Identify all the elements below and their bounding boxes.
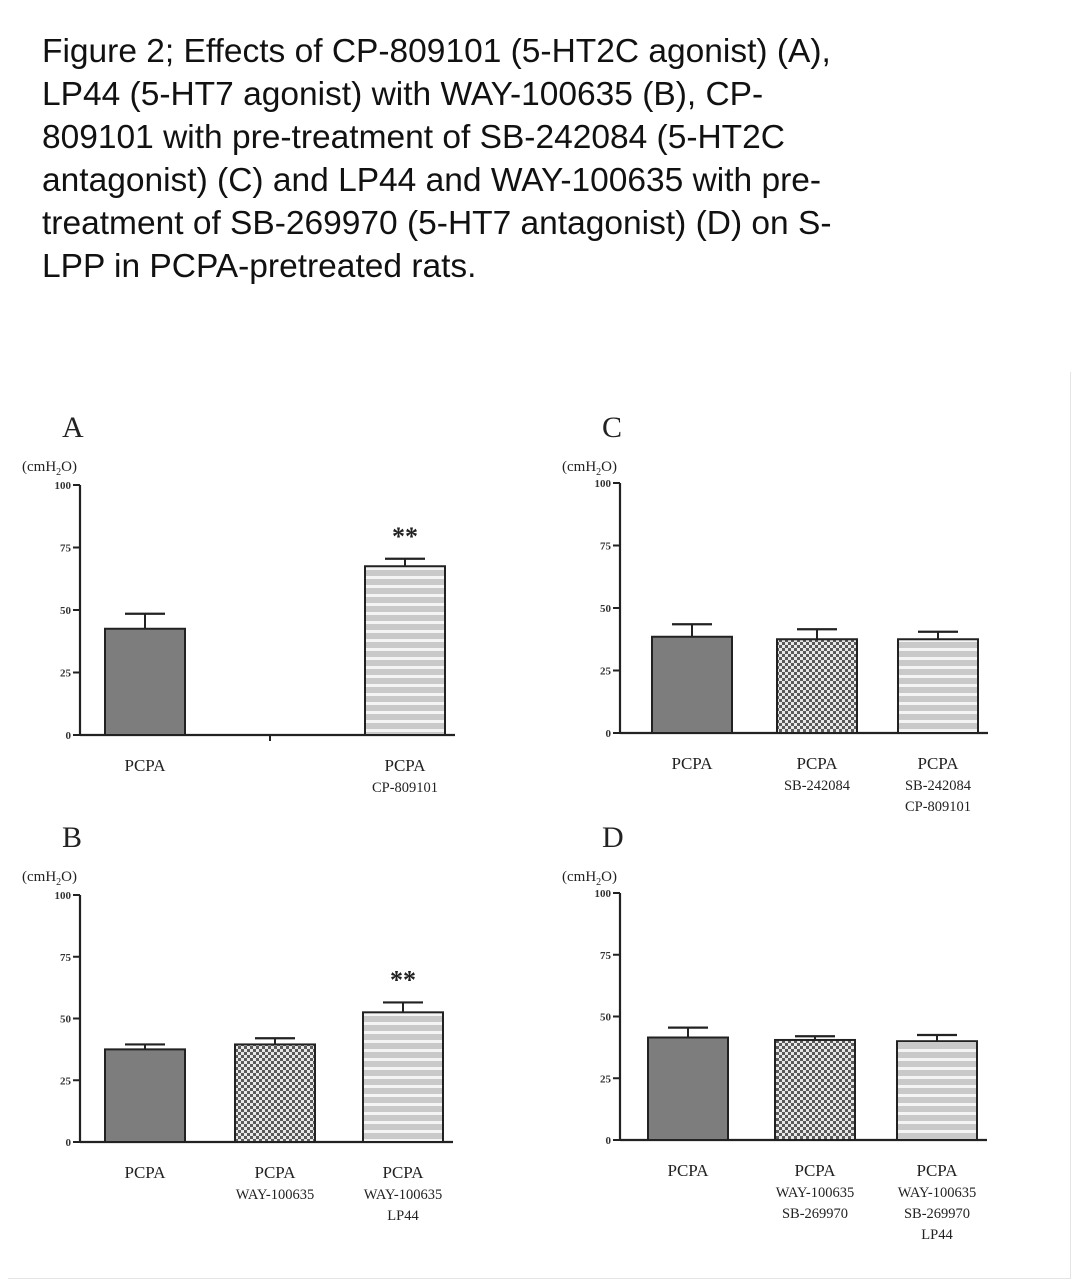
y-tick-label: 0: [65, 1137, 71, 1149]
x-tick-label: PCPA: [667, 1161, 709, 1180]
y-tick-label: 25: [60, 1075, 71, 1088]
y-tick-label: 25: [600, 665, 611, 678]
y-tick-label: 25: [600, 1073, 611, 1086]
x-tick-label: PCPA: [917, 754, 959, 773]
y-axis-label: (cmH$_2$O): [562, 869, 617, 888]
y-tick-label: 0: [65, 730, 71, 742]
x-tick-label: PCPA: [794, 1161, 836, 1180]
y-tick-label: 75: [600, 540, 611, 553]
x-tick-label: LP44: [921, 1227, 953, 1243]
x-tick-label: SB-269970: [903, 1206, 971, 1222]
significance-label: **: [390, 965, 416, 995]
panel-letter: A: [62, 411, 84, 444]
y-axis-label: (cmH$_2$O): [22, 459, 77, 478]
x-tick-label: WAY-100635: [363, 1187, 443, 1203]
x-tick-label: PCPA: [254, 1163, 296, 1182]
y-tick-label: 50: [600, 1011, 611, 1024]
y-tick-label: 50: [60, 1013, 71, 1026]
x-tick-label: CP-809101: [904, 799, 972, 815]
y-tick-label: 100: [54, 890, 71, 902]
x-tick-label: WAY-100635: [235, 1187, 315, 1203]
x-tick-label: PCPA: [382, 1163, 424, 1182]
x-tick-label: SB-242084: [904, 778, 972, 794]
chart-panel-b: [10, 815, 510, 1245]
bar: [365, 566, 445, 735]
x-tick-label: PCPA: [124, 1163, 166, 1182]
y-tick-label: 75: [60, 542, 71, 555]
x-tick-label: PCPA: [671, 754, 713, 773]
y-axis-label: (cmH$_2$O): [562, 459, 617, 478]
figure-caption: Figure 2; Effects of CP-809101 (5-HT2C agonist) (A), LP44 (5-HT7 agonist) with WAY-100635 (B), CP- 809101 with pre-treatment of SB-242084 (5-HT2C antagonist) (C) and LP44 and WAY-100635 with pre- treatment of SB-269970 (5-HT7 antagonist) (D) on S- LPP in PCPA-pretreated rats.: [42, 33, 832, 285]
bar: [897, 1041, 977, 1140]
bar: [652, 637, 732, 733]
x-tick-label: PCPA: [384, 756, 426, 775]
bar: [777, 639, 857, 733]
x-tick-label: WAY-100635: [897, 1185, 977, 1201]
x-tick-label: PCPA: [124, 756, 166, 775]
y-tick-label: 100: [594, 888, 611, 900]
bar: [775, 1040, 855, 1140]
chart-panel-d: [560, 815, 1060, 1265]
x-tick-label: LP44: [387, 1208, 419, 1224]
x-tick-label: PCPA: [916, 1161, 958, 1180]
panel-letter: D: [602, 821, 624, 854]
x-tick-label: WAY-100635: [775, 1185, 855, 1201]
bar: [105, 629, 185, 735]
y-tick-label: 100: [594, 478, 611, 490]
y-tick-label: 0: [605, 728, 611, 740]
bar: [648, 1037, 728, 1140]
significance-label: **: [392, 521, 418, 551]
bar: [105, 1049, 185, 1142]
y-axis-label: (cmH$_2$O): [22, 869, 77, 888]
bar: [235, 1044, 315, 1142]
bar: [363, 1012, 443, 1142]
y-tick-label: 75: [600, 949, 611, 962]
y-tick-label: 0: [605, 1135, 611, 1147]
panel-letter: C: [602, 411, 623, 444]
chart-panel-a: [10, 405, 510, 805]
bar: [898, 639, 978, 733]
x-tick-label: SB-269970: [781, 1206, 849, 1222]
y-tick-label: 100: [54, 480, 71, 492]
x-tick-label: PCPA: [796, 754, 838, 773]
y-tick-label: 75: [60, 951, 71, 964]
y-tick-label: 50: [60, 605, 71, 617]
x-tick-label: CP-809101: [371, 780, 439, 796]
panel-letter: B: [62, 821, 83, 854]
x-tick-label: SB-242084: [783, 778, 851, 794]
chart-panel-c: [560, 405, 1060, 825]
y-tick-label: 50: [600, 603, 611, 615]
y-tick-label: 25: [60, 667, 71, 680]
